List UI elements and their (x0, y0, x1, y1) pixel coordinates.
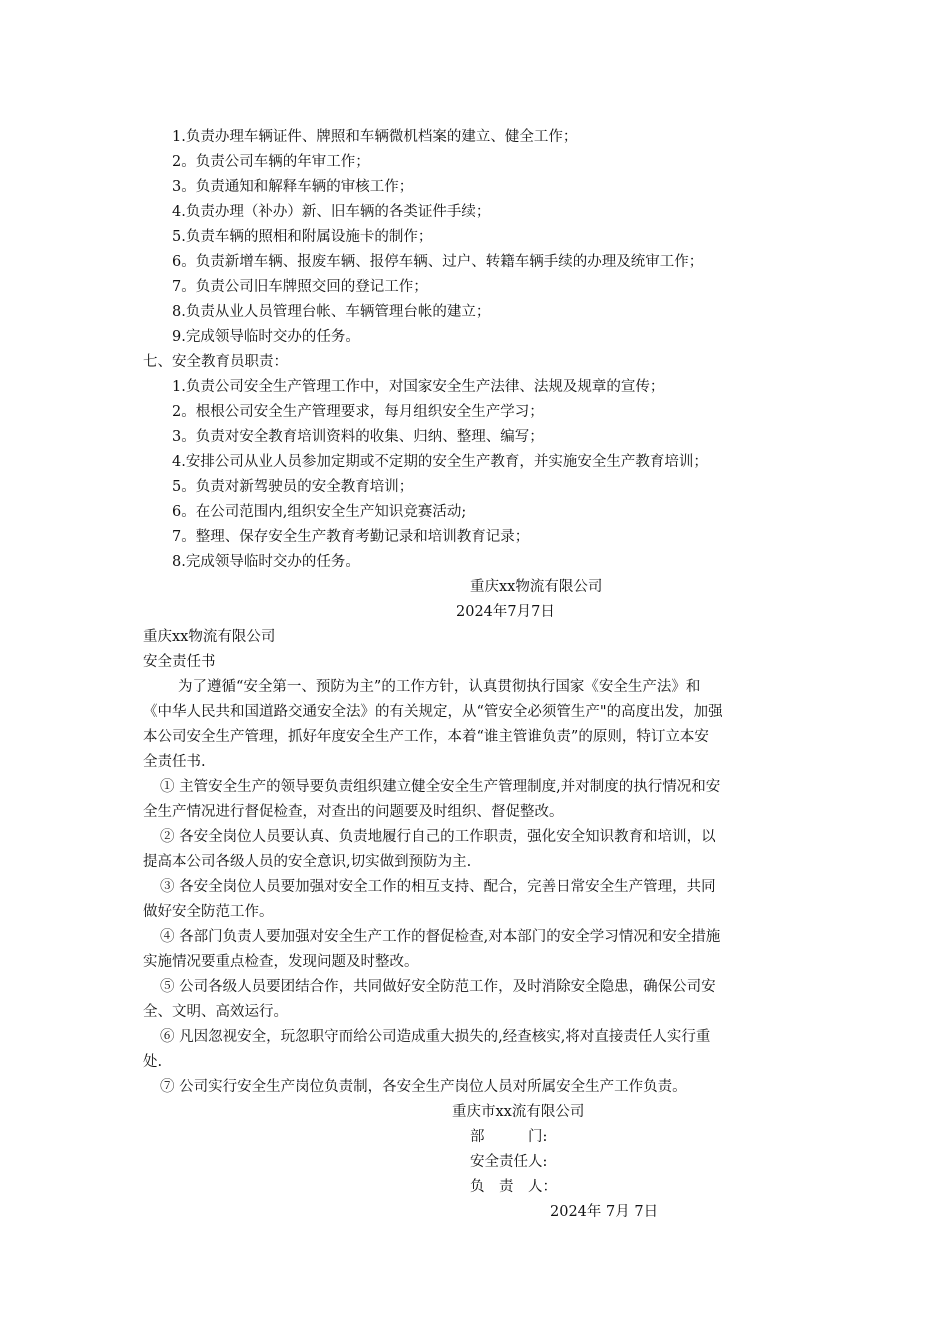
department-field: 部 门: (470, 1129, 548, 1145)
company-name: 重庆xx物流有限公司 (143, 629, 276, 645)
head-person-field: 负 责 人： (470, 1179, 557, 1195)
clause-line: ② 各安全岗位人员要认真、负责地履行自己的工作职责，强化安全知识教育和培训，以 (160, 829, 716, 845)
list-item: 7。整理、保存安全生产教育考勤记录和培训教育记录； (172, 529, 530, 545)
list-item: 8.完成领导临时交办的任务。 (172, 554, 360, 570)
list-item: 1.负责办理车辆证件、牌照和车辆微机档案的建立、健全工作； (172, 129, 578, 145)
responsible-person-field: 安全责任人: (470, 1154, 548, 1170)
clause-line: ③ 各安全岗位人员要加强对安全工作的相互支持、配合，完善日常安全生产管理，共同 (160, 879, 716, 895)
clause-line: 处. (143, 1054, 163, 1070)
list-item: 5。负责对新驾驶员的安全教育培训； (172, 479, 414, 495)
signature-date: 2024年7月7日 (456, 604, 555, 620)
list-item: 6。在公司范围内,组织安全生产知识竞赛活动; (172, 504, 467, 520)
clause-line: ⑤ 公司各级人员要团结合作，共同做好安全防范工作，及时消除安全隐患，确保公司安 (160, 979, 716, 995)
signature-company: 重庆市xx流有限公司 (452, 1104, 585, 1120)
list-item: 6。负责新增车辆、报废车辆、报停车辆、过户、转籍车辆手续的办理及统审工作； (172, 254, 704, 270)
clause-line: 全、文明、高效运行。 (143, 1004, 288, 1020)
clause-line: 提高本公司各级人员的安全意识,切实做到预防为主. (143, 854, 472, 870)
section7-heading: 七、安全教育员职责： (143, 354, 288, 370)
list-item: 2。根根公司安全生产管理要求，每月组织安全生产学习； (172, 404, 544, 420)
list-item: 1.负责公司安全生产管理工作中，对国家安全生产法律、法规及规章的宣传； (172, 379, 665, 395)
list-item: 3。负责对安全教育培训资料的收集、归纳、整理、编写； (172, 429, 544, 445)
list-item: 7。负责公司旧车牌照交回的登记工作； (172, 279, 428, 295)
list-item: 9.完成领导临时交办的任务。 (172, 329, 360, 345)
paragraph-line: 《中华人民共和国道路交通安全法》的有关规定，从“管安全必须管生产"的高度出发，加强 (143, 704, 723, 720)
list-item: 2。负责公司车辆的年审工作； (172, 154, 370, 170)
paragraph-line: 为了遵循“安全第一、预防为主”的工作方针，认真贯彻执行国家《安全生产法》和 (178, 679, 701, 695)
clause-line: ⑥ 凡因忽视安全，玩忽职守而给公司造成重大损失的,经查核实,将对直接责任人实行重 (160, 1029, 711, 1045)
list-item: 8.负责从业人员管理台帐、车辆管理台帐的建立； (172, 304, 491, 320)
list-item: 4.安排公司从业人员参加定期或不定期的安全生产教育，并实施安全生产教育培训； (172, 454, 708, 470)
list-item: 4.负责办理（补办）新、旧车辆的各类证件手续； (172, 204, 491, 220)
clause-line: ① 主管安全生产的领导要负责组织建立健全安全生产管理制度,并对制度的执行情况和安 (160, 779, 721, 795)
document-title: 安全责任书 (143, 654, 216, 670)
paragraph-line: 全责任书. (143, 754, 206, 770)
paragraph-line: 本公司安全生产管理，抓好年度安全生产工作，本着“谁主管谁负责”的原则，特订立本安 (143, 729, 709, 745)
list-item: 5.负责车辆的照相和附属设施卡的制作； (172, 229, 433, 245)
clause-line: 实施情况要重点检查，发现问题及时整改。 (143, 954, 419, 970)
signature-company: 重庆xx物流有限公司 (470, 579, 603, 595)
list-item: 3。负责通知和解释车辆的审核工作； (172, 179, 414, 195)
clause-line: 做好安全防范工作。 (143, 904, 274, 920)
clause-line: ⑦ 公司实行安全生产岗位负责制，各安全生产岗位人员对所属安全生产工作负责。 (160, 1079, 687, 1095)
clause-line: 全生产情况进行督促检查，对查出的问题要及时组织、督促整改。 (143, 804, 564, 820)
clause-line: ④ 各部门负责人要加强对安全生产工作的督促检查,对本部门的安全学习情况和安全措施 (160, 929, 721, 945)
signature-date: 2024年 7月 7日 (550, 1204, 659, 1220)
